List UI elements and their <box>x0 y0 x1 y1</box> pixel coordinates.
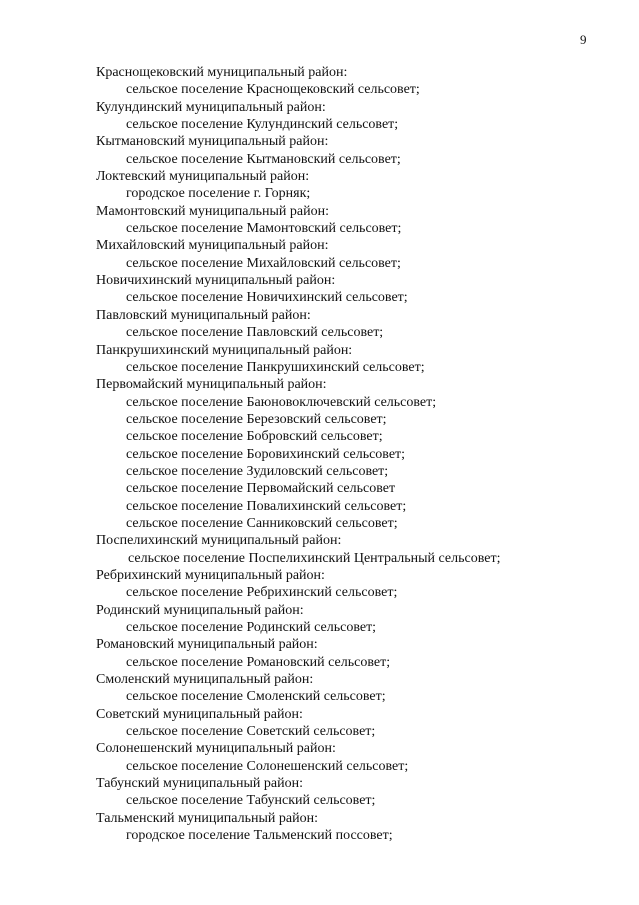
district-heading: Романовский муниципальный район: <box>96 637 318 653</box>
district-heading: Смоленский муниципальный район: <box>96 672 314 688</box>
settlement-line: сельское поселение Родинский сельсовет; <box>126 620 377 635</box>
settlement-line: сельское поселение Романовский сельсовет; <box>126 654 391 670</box>
settlement-line: сельское поселение Кулундинский сельсовет; <box>126 117 399 133</box>
settlement-line: сельское поселение Солонешенский сельсовет; <box>126 758 409 774</box>
district-heading: Солонешенский муниципальный район: <box>96 741 336 757</box>
settlement-line: сельское поселение Кытмановский сельсовет; <box>126 151 401 167</box>
district-heading: Новичихинский муниципальный район: <box>96 273 336 289</box>
settlement-line: сельское поселение Новичихинский сельсовет; <box>126 290 408 306</box>
settlement-line: сельское поселение Табунский сельсовет; <box>126 793 376 809</box>
document-body <box>0 64 639 844</box>
district-heading: Кытмановский муниципальный район: <box>96 134 329 150</box>
district-heading: Павловский муниципальный район: <box>96 307 311 323</box>
settlement-line: сельское поселение Михайловский сельсовет; <box>126 255 401 271</box>
settlement-line: сельское поселение Павловский сельсовет; <box>126 325 384 341</box>
district-heading: Краснощековский муниципальный район: <box>96 65 348 80</box>
district-heading: Табунский муниципальный район: <box>96 776 304 792</box>
district-heading: Тальменский муниципальный район: <box>96 810 318 826</box>
settlement-line: сельское поселение Мамонтовский сельсовет; <box>126 221 402 237</box>
district-heading: Мамонтовский муниципальный район: <box>96 203 329 219</box>
settlement-line: сельское поселение Краснощековский сельсовет; <box>126 82 420 98</box>
district-heading: Локтевский муниципальный район: <box>96 169 310 185</box>
settlement-line: сельское поселение Советский сельсовет; <box>126 724 376 740</box>
settlement-line: сельское поселение Смоленский сельсовет; <box>126 689 386 705</box>
district-heading: Поспелихинский муниципальный район: <box>96 533 342 549</box>
settlement-line: сельское поселение Панкрушихинский сельсовет; <box>126 359 425 375</box>
district-heading: Кулундинский муниципальный район: <box>96 99 326 115</box>
settlement-line: сельское поселение Бобровский сельсовет; <box>126 429 383 445</box>
settlement-line: сельское поселение Ребрихинский сельсовет; <box>126 585 398 601</box>
settlement-line: городское поселение г. Горняк; <box>126 186 311 202</box>
district-heading: Первомайский муниципальный район: <box>96 377 327 393</box>
district-heading: Советский муниципальный район: <box>96 706 303 722</box>
settlement-line: сельское поселение Боровихинский сельсовет; <box>126 446 406 462</box>
district-heading: Ребрихинский муниципальный район: <box>96 567 325 583</box>
settlement-line: сельское поселение Поспелихинский Центральный сельсовет; <box>128 550 501 566</box>
district-heading: Родинский муниципальный район: <box>96 602 304 618</box>
settlement-line: сельское поселение Зудиловский сельсовет; <box>126 463 389 479</box>
settlement-line: сельское поселение Первомайский сельсовет <box>126 481 396 497</box>
settlement-line: сельское поселение Повалихинский сельсовет; <box>126 498 407 514</box>
page-number: 9 <box>580 32 587 47</box>
settlement-line: сельское поселение Баюновоключевский сельсовет; <box>126 394 437 410</box>
settlement-line: сельское поселение Санниковский сельсовет; <box>126 515 398 531</box>
settlement-line: городское поселение Тальменский поссовет; <box>126 828 393 844</box>
settlement-line: сельское поселение Березовский сельсовет; <box>126 411 387 427</box>
district-heading: Михайловский муниципальный район: <box>96 238 329 254</box>
district-heading: Панкрушихинский муниципальный район: <box>96 342 353 358</box>
